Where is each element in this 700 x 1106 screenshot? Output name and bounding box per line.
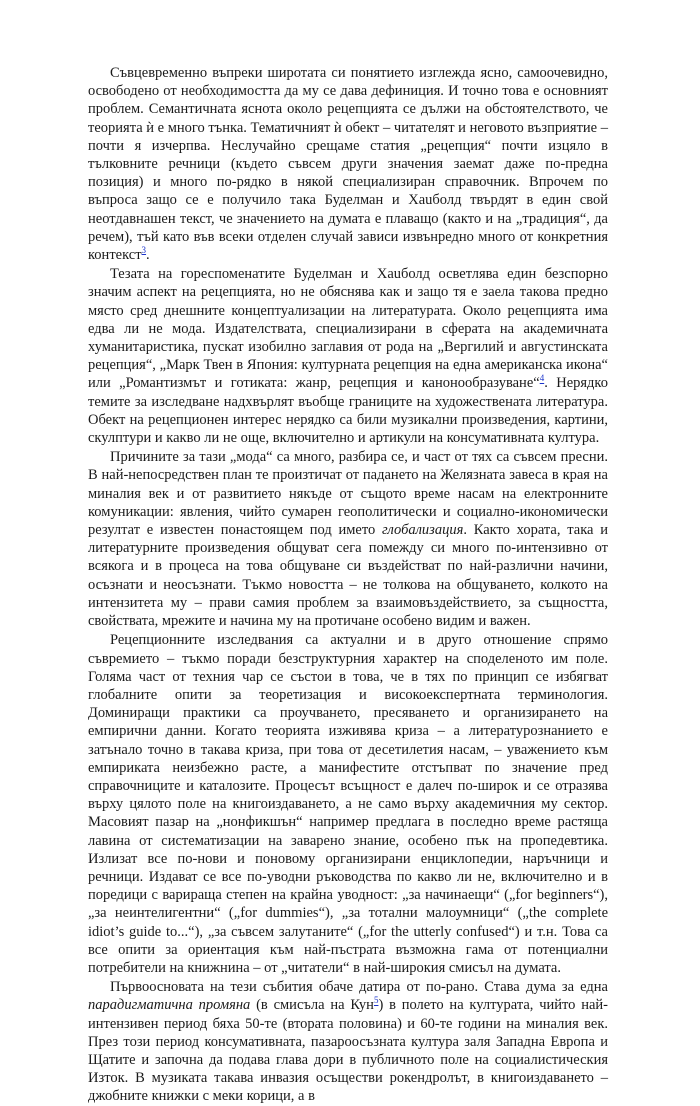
emphasis-globalization: глобализация xyxy=(382,522,464,539)
paragraph xyxy=(88,448,608,630)
paragraph-text: (в смисъла на Кун xyxy=(250,997,374,1014)
paragraph-text: ) в полето на културата, чийто най-интензивен период бяха 50-те (втората половина) и 60-те години на миналия век. През този период консумативната, пазароосъзната култура заля Западна Европа и Щатите и започна да подава глава дори в публичното поле на социалистическия Изток. В музиката такава инвазия осъществи рокендролът, в книгоиздаването – джобните книжки с меки корици, а в xyxy=(88,997,609,1105)
paragraph-text: Тезата на гореспоменатите Буделман и Хаuболд осветлява един безспорно значим аспект на рецепцията, но не обяснява как и защо тя е заела такова предно място сред днешните концептуализации на литературата. Около рецепцията има едва ли не мода. Издателствата, специализирани в сферата на академичната хуманитаристика, пускат изобилно заглавия от рода на „Вергилий и августинската рецепция“, „Марк Твен в Япония: културната рецепция на една американска икона“ или „Романтизмът и готиката: жанр, рецепция и канонообразуване“ xyxy=(88,266,608,392)
paragraph-text: . Както хората, така и литературните произведения общуват сега помежду си много по-интензивно от всякога и в процеса на това общуване си въздействат по най-различни начини, осъзнати и неосъзнати. Тъкмо новостта – не толкова на общуването, колкото на интензитета му – прави самия проблем за взаимовъздействието, за същността, свойствата, мрежите и начина му на протичане особено видим и важен. xyxy=(88,522,608,630)
paragraph xyxy=(88,978,608,1105)
paragraph xyxy=(88,64,608,264)
paragraph-text: Рецепционните изследвания са актуални и в друго отношение спрямо съвремието – тъкмо поради безструктурния характер на споделеното им поле. Голяма част от техния чар се състои в това, че в тях по принцип се избягват глобалните опити за теоретизация и високоекспертната терминология. Доминиращи практики са проучването, пресяването и организирането на емпирични данни. Когато теорията изживява криза – а литературознанието е затънало точно в такава криза, при това от десетилетия насам, – уважението към емпириката неизбежно расте, а манифестите отстъпват по значение пред справочниците и каталозите. Процесът всъщност е далеч по-широк и се отразява върху цялото поле на книгоиздаването, а не само върху академичния му сектор. Масовият пазар на „нонфикшън“ например предлага в последно време растяща лавина от систематизации на заварено знание, особено пък на пропедевтика. Излизат все по-нови и поновому организирани енциклопедии, наръчници и речници. Издават се все по-уводни ръководства по какво ли не, включително и в поредици с варираща степен на крайна уводност: „за начинаещи“ („for beginners“), „за неинтелигентни“ („for dummies“), „за тотални малоумници“ („the complete idiot’s guide to...“), „за съвсем залутаните“ („for the utterly confused“) и т.н. Това са все опити за ориентация към най-пъстрата възможна гама от потенциални потребители на книжнина – от „читатели“ в най-широкия смисъл на думата. xyxy=(88,632,608,976)
paragraph xyxy=(88,631,608,977)
paragraph-text: . xyxy=(146,247,150,264)
paragraph-text: Първоосновата на тези събития обаче датира от по-рано. Става дума за една xyxy=(110,979,608,996)
paragraph-text: Причините за тази „мода“ са много, разбира се, и част от тях са съвсем пресни. В най-непосредствен план те произтичат от падането на Желязната завеса в края на миналия век и от развитието някъде от същото време насам на електронните комуникации: явления, чийто сумарен геополитически и социално-икономически резултат е известен понастоящем под името xyxy=(88,449,608,539)
paragraph-text: Съвцевременно въпреки широтата си понятието изглежда ясно, самоочевидно, освободено от необходимостта да му се дава дефиниция. И точно това е основният проблем. Семантичната яснота около рецепцията се дължи на обстоятелството, че теорията ѝ е много тънка. Тематичният ѝ обект – читателят и неговото възприятие – почти я изчерпва. Неслучайно срещаме статия „рецепция“ почти изцяло в тълковните речници (където съвсем други значения заемат даже по-предна позиция) и много по-рядко в някой специализиран справочник. Впрочем по въпроса защо се е получило така Буделман и Хаuболд твърдят в един свой неотдавнашен текст, че значението на думата е плаващо (както и на „традиция“, да речем), тъй като във всеки отделен случай зависи извънредно много от конкретния контекст xyxy=(88,65,608,264)
emphasis-paradigm-shift: парадигматична промяна xyxy=(88,997,251,1014)
footnote-ref-4[interactable]: 4 xyxy=(539,373,545,384)
footnote-ref-5[interactable]: 5 xyxy=(373,995,379,1006)
footnote-ref-3[interactable]: 3 xyxy=(141,245,147,256)
document-page xyxy=(88,64,608,1106)
paragraph xyxy=(88,265,608,447)
paragraph-text: . Нерядко темите за изследване надхвърлят въобще границите на художествената литература. Обект на рецепционен интерес нерядко са били музикални произведения, картини, скулптури и какво ли не още, включително и артикули на консумативната култура. xyxy=(88,375,608,447)
